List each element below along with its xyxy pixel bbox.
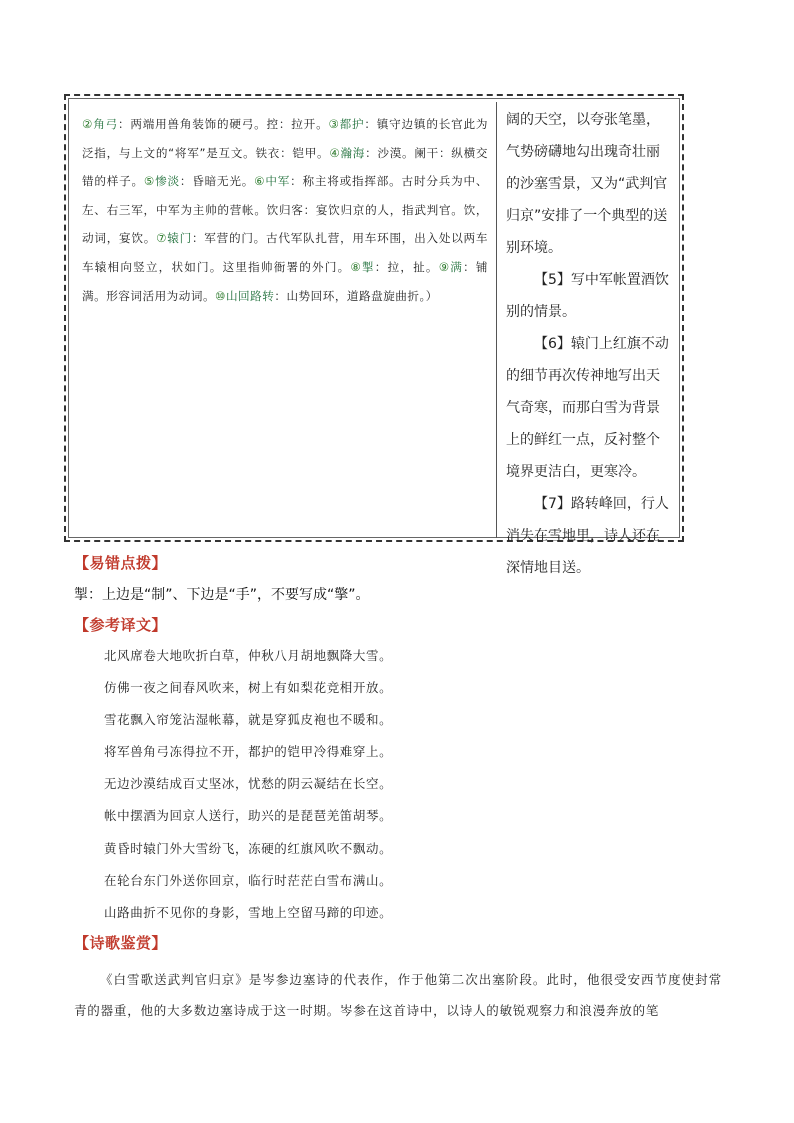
translation-line: 仿佛一夜之间春风吹来，树上有如梨花竞相开放。 — [104, 680, 393, 696]
translation-line: 无边沙漠结成百丈坚冰，忧愁的阴云凝结在长空。 — [104, 776, 393, 792]
analysis-text — [498, 102, 678, 584]
note-term: 角弓 — [93, 117, 118, 131]
translation-line: 雪花飘入帘笼沾湿帐幕，就是穿狐皮袍也不暖和。 — [104, 712, 393, 728]
note-number: ⑥ — [254, 174, 266, 189]
translation-heading: 【参考译文】 — [74, 616, 168, 634]
note-text: ：军营的门。古代军队扎营，用车环围，出入处以两车车辕相向竖立，状如门。这里指帅衙署的外门。 — [82, 231, 488, 274]
note-term: 瀚海 — [340, 145, 366, 160]
note-term: 掣 — [362, 259, 375, 274]
analysis-paragraph: 【6】辕门上红旗不动的细节再次传神地写出天气奇寒，而那白雪为背景上的鲜红一点，反衬整个境界更洁白，更寒冷。 — [506, 336, 669, 480]
analysis-column — [498, 102, 678, 576]
tip-heading: 【易错点拨】 — [74, 554, 168, 572]
note-number: ② — [82, 117, 94, 131]
note-text: ：镇守边镇的长官此为泛指，与上文的“将军”是互文。铁衣：铠甲。 — [82, 117, 488, 160]
note-term: 辕门 — [167, 231, 192, 246]
appreciation-paragraph: 《白雪歌送武判官归京》是岑参边塞诗的代表作，作于他第二次出塞阶段。此时，他很受安西节度使封常青的器重，他的大多数边塞诗成于这一时期。岑参在这首诗中，以诗人的敏锐观察力和浪漫奔放的笔 — [74, 972, 722, 1018]
note-text: ：铺满。形容词活用为动词。 — [82, 259, 488, 303]
note-term: 都护 — [339, 117, 365, 131]
note-term: 中军 — [265, 174, 291, 189]
translation-block — [104, 646, 744, 935]
analysis-paragraph: 阔的天空，以夸张笔墨，气势磅礴地勾出瑰奇壮丽的沙塞雪景，又为“武判官归京”安排了一个典型的送别环境。 — [506, 112, 668, 256]
note-number: ⑤ — [143, 174, 156, 189]
translation-line: 山路曲折不见你的身影，雪地上空留马蹄的印迹。 — [104, 904, 393, 920]
note-number: ④ — [329, 145, 341, 160]
note-number: ⑩ — [215, 288, 226, 303]
translation-line: 黄昏时辕门外大雪纷飞，冻硬的红旗风吹不飘动。 — [104, 840, 393, 856]
note-text: ：拉，扯。 — [374, 259, 439, 274]
annotation-notes — [72, 102, 496, 310]
note-number: ⑨ — [438, 259, 451, 274]
note-number: ⑦ — [156, 231, 168, 246]
translation-line: 将军兽角弓冻得拉不开，都护的铠甲冷得难穿上。 — [104, 744, 393, 760]
translation-line: 帐中摆酒为回京人送行，助兴的是琵琶羌笛胡琴。 — [104, 808, 393, 824]
note-term: 满 — [450, 259, 464, 274]
translation-line: 北风席卷大地吹折白草，仲秋八月胡地飘降大雪。 — [104, 648, 393, 663]
note-number: ⑧ — [350, 259, 362, 274]
note-text: ：称主将或指挥部。古时分兵为中、左、右三军，中军为主帅的营帐。饮归客：宴饮归京的人，指武判官。饮，动词，宴饮。 — [82, 174, 488, 246]
tip-text: 掣：上边是“制”、下边是“手”，不要写成“擎”。 — [74, 587, 370, 603]
appreciation-heading: 【诗歌鉴赏】 — [74, 934, 168, 952]
note-text: ：山势回环，道路盘旋曲折。） — [274, 288, 438, 303]
note-number: ③ — [328, 117, 340, 131]
analysis-paragraph: 【7】路转峰回，行人消失在雪地里，诗人还在深情地目送。 — [506, 496, 669, 576]
analysis-paragraph: 【5】写中军帐置酒饮别的情景。 — [506, 272, 669, 320]
note-term: 山回路转 — [225, 288, 275, 303]
translation-line: 在轮台东门外送你回京，临行时茫茫白雪布满山。 — [104, 872, 393, 888]
note-term: 惨淡 — [155, 174, 180, 189]
note-text: ：昏暗无光。 — [179, 174, 255, 189]
note-text: ：两端用兽角装饰的硬弓。控：拉开。 — [117, 117, 329, 131]
annotation-column — [72, 102, 497, 538]
note-text: ：沙漠。阑干：纵横交错的样子。 — [82, 145, 488, 189]
